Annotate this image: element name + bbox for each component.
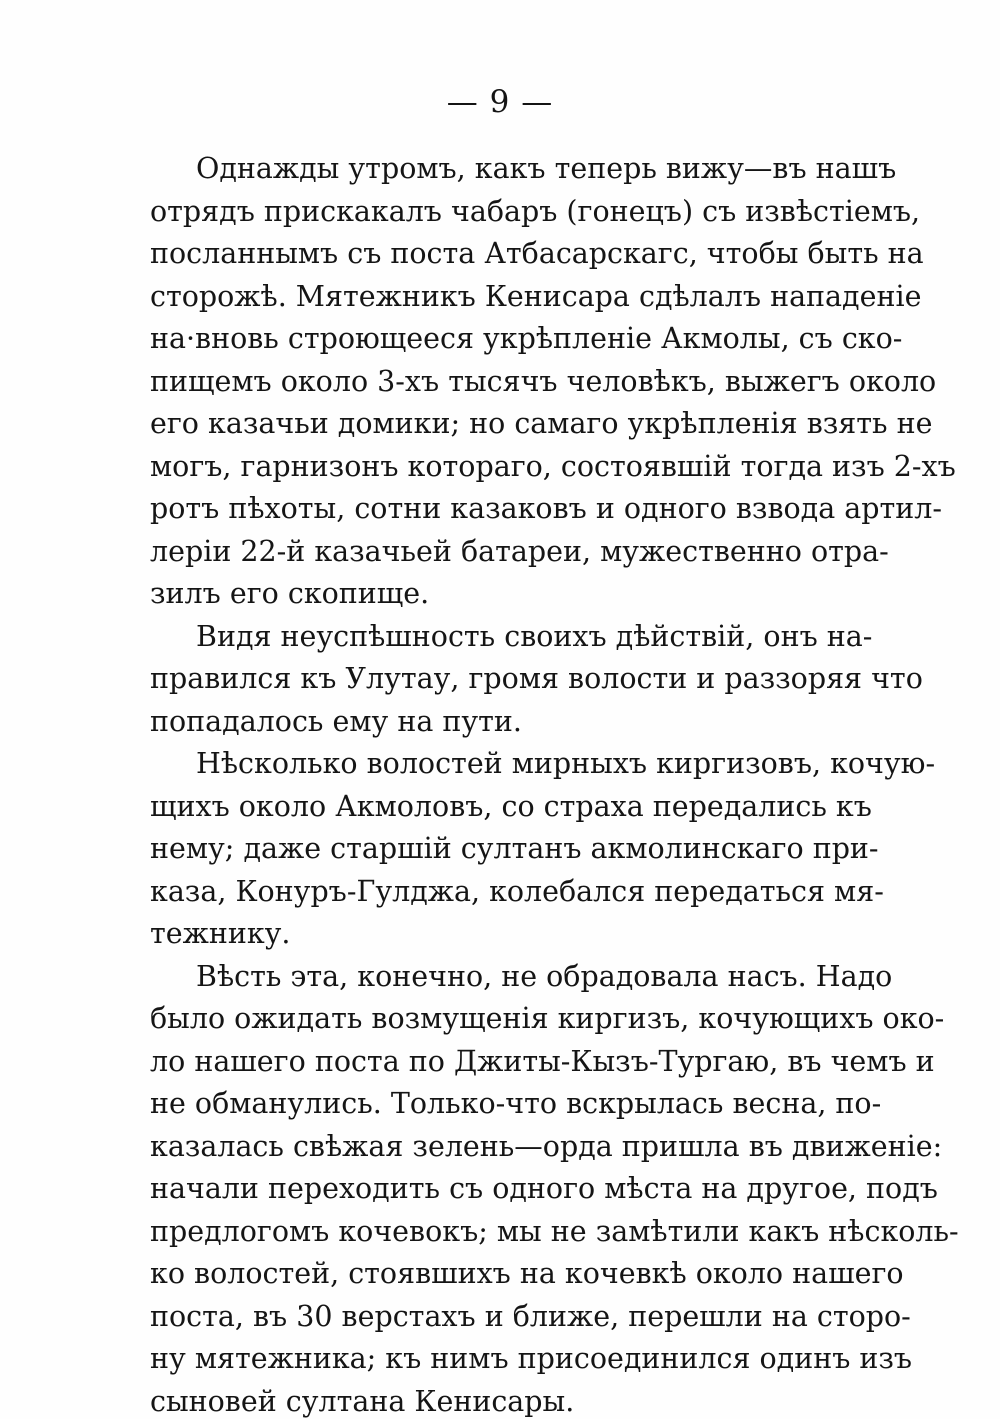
text-line: посланнымъ съ поста Атбасарскагс, чтобы быть на <box>150 233 862 276</box>
text-line: Видя неуспѣшность своихъ дѣйствій, онъ на- <box>150 616 862 659</box>
text-line: нему; даже старшій султанъ акмолинскаго при- <box>150 828 862 871</box>
text-line: могъ, гарнизонъ котораго, состоявшій тогда изъ 2-хъ <box>150 446 862 489</box>
text-line: отрядъ прискакалъ чабаръ (гонецъ) съ извѣстіемъ, <box>150 191 862 234</box>
text-line: сторожѣ. Мятежникъ Кенисара сдѣлалъ нападеніе <box>150 276 862 319</box>
text-line: на·вновь строющееся укрѣпленіе Акмолы, съ ско- <box>150 318 862 361</box>
text-line: щихъ около Акмоловъ, со страха передались къ <box>150 786 862 829</box>
text-line: Вѣсть эта, конечно, не обрадовала насъ. Надо <box>150 956 862 999</box>
text-line: не обманулись. Только-что вскрылась весна, по- <box>150 1083 862 1126</box>
text-line: предлогомъ кочевокъ; мы не замѣтили какъ нѣсколь- <box>150 1211 862 1254</box>
text-line: попадалось ему на пути. <box>150 701 862 744</box>
text-line: ну мятежника; къ нимъ присоединился одинъ изъ <box>150 1338 862 1381</box>
text-line: Однажды утромъ, какъ теперь вижу—въ нашъ <box>150 148 862 191</box>
text-line: зилъ его скопище. <box>150 573 862 616</box>
paragraph-3 <box>150 743 862 956</box>
text-line: ротъ пѣхоты, сотни казаковъ и одного взвода артил- <box>150 488 862 531</box>
text-line: поста, въ 30 верстахъ и ближе, перешли на сторо- <box>150 1296 862 1339</box>
text-line: леріи 22-й казачьей батареи, мужественно отра- <box>150 531 862 574</box>
text-line: тежнику. <box>150 913 862 956</box>
text-line: Нѣсколько волостей мирныхъ киргизовъ, кочую- <box>150 743 862 786</box>
paragraph-2 <box>150 616 862 744</box>
text-line: каза, Конуръ-Гулджа, колебался передаться мя- <box>150 871 862 914</box>
paragraph-1 <box>150 148 862 616</box>
text-line: ло нашего поста по Джиты-Кызъ-Тургаю, въ чемъ и <box>150 1041 862 1084</box>
text-line: правился къ Улутау, громя волости и раззоряя что <box>150 658 862 701</box>
text-line: было ожидать возмущенія киргизъ, кочующихъ око- <box>150 998 862 1041</box>
text-line: его казачьи домики; но самаго укрѣпленія взять не <box>150 403 862 446</box>
text-line: ко волостей, стоявшихъ на кочевкѣ около нашего <box>150 1253 862 1296</box>
text-body <box>150 148 862 1423</box>
paragraph-4 <box>150 956 862 1423</box>
text-line: начали переходить съ одного мѣста на другое, подъ <box>150 1168 862 1211</box>
text-line: сыновей султана Кенисары. <box>150 1381 862 1423</box>
text-line: казалась свѣжая зелень—орда пришла въ движеніе: <box>150 1126 862 1169</box>
text-line: пищемъ около 3-хъ тысячъ человѣкъ, выжегъ около <box>150 361 862 404</box>
page-number: — 9 — <box>0 82 1000 122</box>
